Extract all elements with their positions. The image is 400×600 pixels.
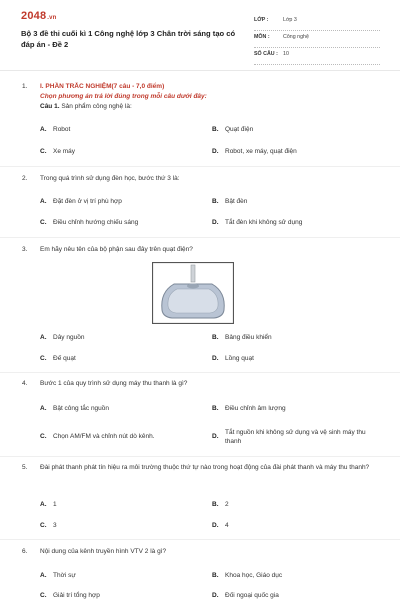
meta-value: Công nghệ [283,34,309,40]
meta-value: 10 [283,51,289,57]
logo-tld: .vn [47,15,57,21]
sub-question-text: Sản phẩm công nghệ là: [61,103,132,110]
option-text: Đối ngoại quốc gia [225,592,279,599]
meta-row-class [254,14,380,31]
option-letter: B. [212,501,219,508]
option-text: Xe máy [53,148,76,155]
option-text: 4 [225,522,229,529]
question-divider [0,539,400,540]
option-text: Dây nguồn [53,334,85,341]
section-note: (7 câu - 7,0 điểm) [111,83,165,90]
option-text: Đế quạt [53,355,76,362]
question-text: Bước 1 của quy trình sử dụng máy thu thanh là gì? [40,380,188,387]
option-letter: B. [212,572,219,579]
option-text: Điều chỉnh hướng chiếu sáng [53,219,139,226]
meta-value: Lớp 3 [283,17,297,23]
instruction: Chọn phương án trả lời đúng trong mỗi câu dưới đây: [40,93,207,100]
option-letter: D. [212,355,219,362]
option-text: Bật đèn [225,198,248,205]
option-text: Tắt đèn khi không sử dụng [225,219,303,226]
option-letter: A. [40,405,47,412]
option-text: Điều chỉnh âm lượng [225,405,286,412]
option-text: Tắt nguồn khi không sử dụng và vệ sinh máy thu thanh [225,429,366,445]
option-text: Robot [53,126,71,133]
question-text [40,82,370,112]
meta-label: SỐ CÂU : [254,51,278,57]
question-text: Trong quá trình sử dụng đèn học, bước thứ 3 là: [40,175,180,182]
option-letter: B. [212,198,219,205]
option-letter: B. [212,126,219,133]
question-divider [0,372,400,373]
option-text: Bật công tắc nguồn [53,405,110,412]
option-text: Khoa học, Giáo dục [225,572,283,579]
question-number: 4. [22,380,28,387]
option-letter: C. [40,592,47,599]
question-number: 6. [22,548,28,555]
fan-base-figure [152,262,234,324]
site-logo[interactable] [21,10,57,22]
document-title: Bộ 3 đề thi cuối kì 1 Công nghệ lớp 3 Chân trời sáng tạo có đáp án - Đề 2 [21,29,236,49]
question-divider [0,237,400,238]
exam-meta [254,14,380,65]
section-title: I. PHẦN TRẮC NGHIỆM [40,83,112,90]
option-letter: D. [212,592,219,599]
fan-base-socket [187,284,199,289]
question-number: 5. [22,464,28,471]
exam-header [0,0,400,70]
option-text: Đặt đèn ở vị trí phù hợp [53,198,122,205]
fan-stand-pole [191,265,195,282]
option-letter: A. [40,572,47,579]
option-text: 2 [225,501,229,508]
option-text: Bảng điều khiển [225,334,272,341]
option-text: Thời sự [53,572,76,579]
option-letter: C. [40,148,47,155]
option-letter: C. [40,219,47,226]
question-text: Đài phát thanh phát tín hiệu ra môi trường thuộc thứ tự nào trong hoạt động của đài phát thanh và máy thu thanh? [40,464,370,471]
option-letter: D. [212,522,219,529]
option-text: Lồng quạt [225,355,254,362]
question-text: Nội dung của kênh truyền hình VTV 2 là gì? [40,548,167,555]
question-divider [0,456,400,457]
option-text: 1 [53,501,57,508]
option-letter: A. [40,198,47,205]
option-text: Robot, xe máy, quạt điện [225,148,297,155]
option-letter: D. [212,148,219,155]
meta-label: MÔN : [254,34,270,40]
option-text: Quạt điện [225,126,254,133]
option-letter: A. [40,126,47,133]
meta-label: LỚP : [254,17,269,23]
question-text: Em hãy nêu tên của bộ phận sau đây trên quạt điện? [40,246,193,253]
option-letter: C. [40,522,47,529]
option-letter: C. [40,433,47,440]
question-number: 1. [22,83,28,90]
option-letter: D. [212,219,219,226]
meta-row-subject [254,31,380,48]
option-text: Chọn AM/FM và chỉnh nút dò kênh. [53,433,155,440]
question-number: 2. [22,175,28,182]
option-letter: D. [212,433,219,440]
option-letter: C. [40,355,47,362]
header-divider [0,70,400,71]
question-number: 3. [22,246,28,253]
meta-row-count [254,48,380,65]
logo-main: 2048 [21,10,47,22]
option-text: Giải trí tổng hợp [53,592,100,599]
option-text: 3 [53,522,57,529]
option-letter: B. [212,405,219,412]
question-divider [0,166,400,167]
option-letter: A. [40,334,47,341]
option-letter: B. [212,334,219,341]
option-letter: A. [40,501,47,508]
sub-question-label: Câu 1. [40,103,60,110]
fan-base-top [168,289,218,313]
